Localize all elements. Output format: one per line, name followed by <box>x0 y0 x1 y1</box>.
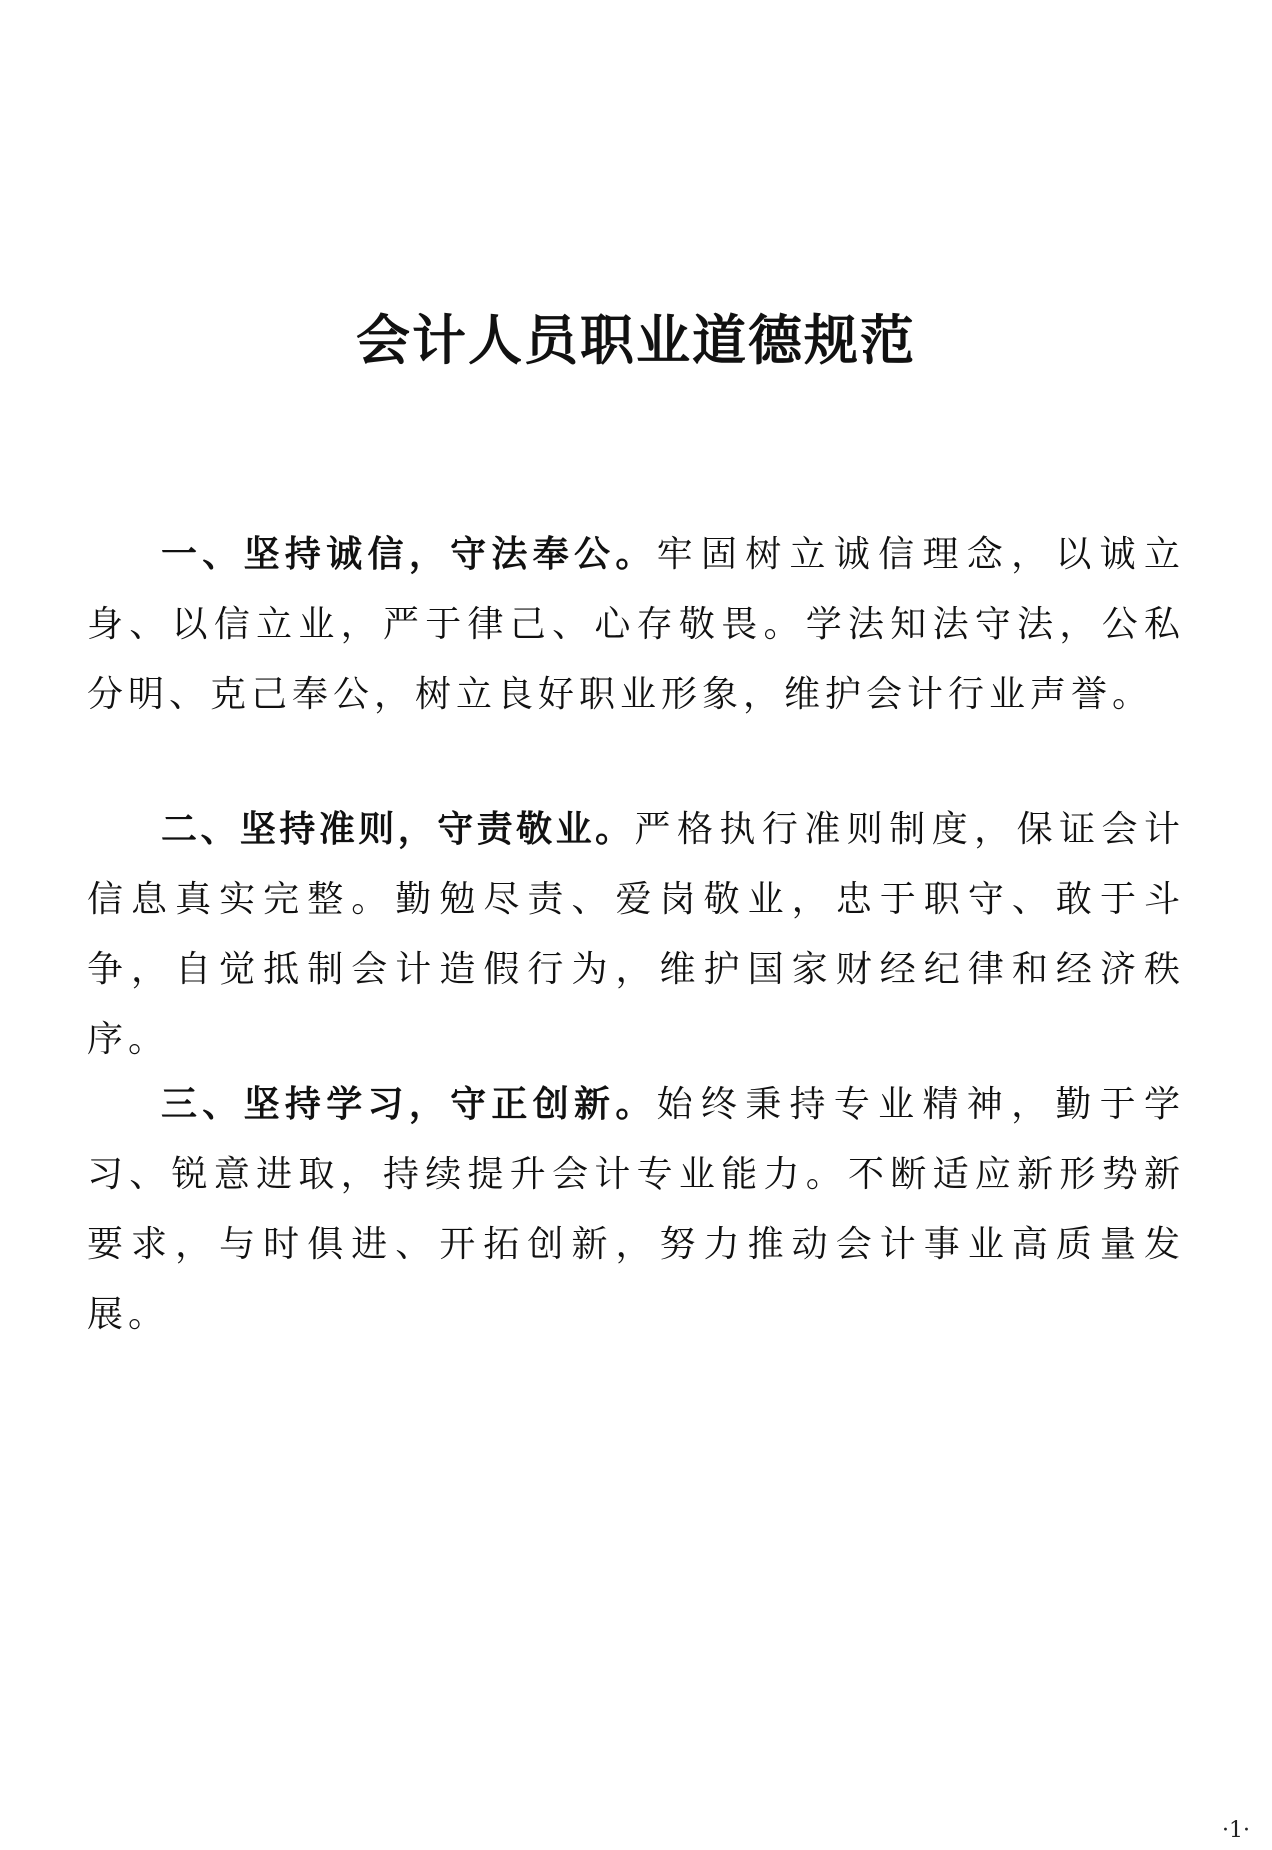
principle-paragraph-1 <box>87 520 1185 730</box>
principle-paragraph-3 <box>87 1070 1185 1350</box>
principle-paragraph-2 <box>87 795 1185 1075</box>
principle-heading-1: 一、坚持诚信，守法奉公。 <box>161 534 657 575</box>
principle-heading-3: 三、坚持学习，守正创新。 <box>161 1084 657 1125</box>
principle-heading-2: 二、坚持准则，守责敬业。 <box>161 809 635 850</box>
document-title: 会计人员职业道德规范 <box>356 308 916 372</box>
principle-body-3: 始终秉持专业精神，勤于学习、锐意进取，持续提升会计专业能力。不断适应新形势新要求，与时俱进、开拓创新，努力推动会计事业高质量发展。 <box>87 1084 1185 1335</box>
page-number: ·1· <box>1222 1818 1250 1843</box>
principle-body-2: 严格执行准则制度，保证会计信息真实完整。勤勉尽责、爱岗敬业，忠于职守、敢于斗争，自觉抵制会计造假行为，维护国家财经纪律和经济秩序。 <box>87 809 1185 1060</box>
principle-body-1: 牢固树立诚信理念，以诚立身、以信立业，严于律己、心存敬畏。学法知法守法，公私分明、克己奉公，树立良好职业形象，维护会计行业声誉。 <box>87 534 1185 715</box>
